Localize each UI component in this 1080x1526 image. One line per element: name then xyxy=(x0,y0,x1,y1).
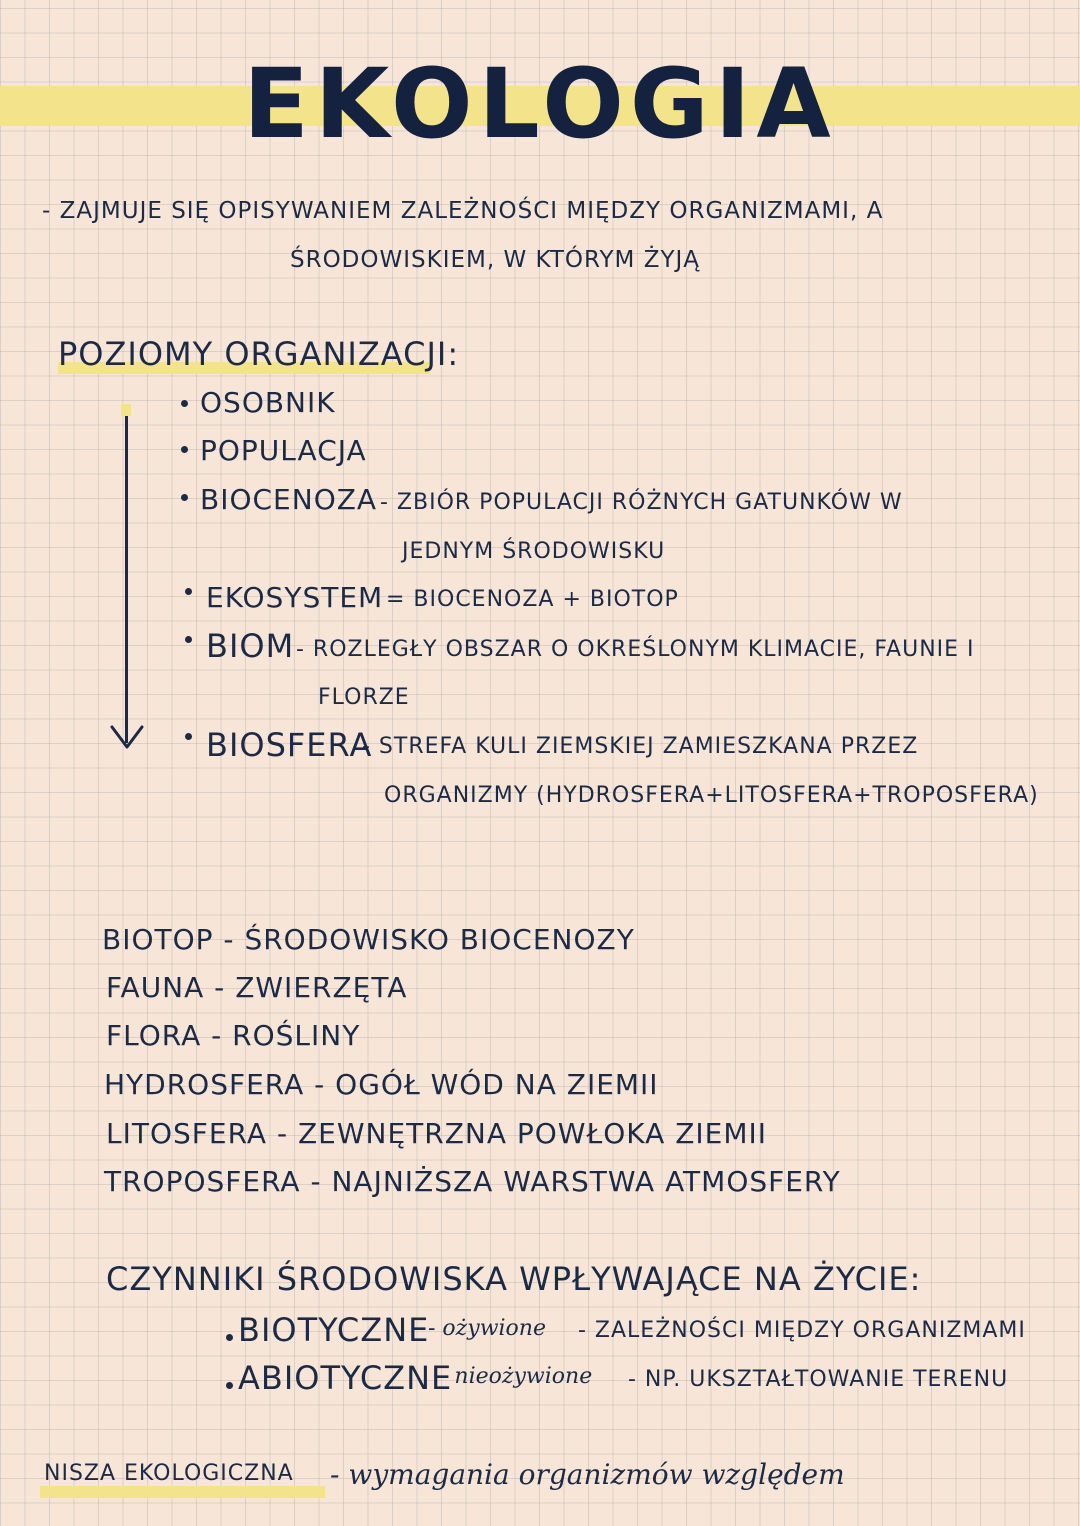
level-biom-desc-2: FLORZE xyxy=(318,685,410,710)
bullet-dot xyxy=(185,636,192,643)
bullet-dot xyxy=(181,494,188,501)
factor-biotic-desc: - ZALEŻNOŚCI MIĘDZY ORGANIZMAMI xyxy=(578,1318,1026,1343)
factor-biotic: BIOTYCZNE xyxy=(238,1311,430,1349)
niche-desc: - wymagania organizmów względem xyxy=(330,1458,845,1491)
level-biosfera: BIOSFERA xyxy=(206,726,373,764)
bullet-dot xyxy=(226,1334,233,1341)
levels-heading: POZIOMY ORGANIZACJI: xyxy=(58,335,460,373)
factor-abiotic-desc: - NP. UKSZTAŁTOWANIE TERENU xyxy=(628,1367,1009,1392)
bullet-dot xyxy=(185,588,192,595)
niche-term: NISZA EKOLOGICZNA xyxy=(44,1461,294,1486)
level-ekosystem-desc: = BIOCENOZA + BIOTOP xyxy=(386,587,679,612)
level-biocenoza: BIOCENOZA xyxy=(200,483,378,516)
factor-abiotic-note: - nieożywione xyxy=(440,1364,593,1389)
down-arrow-line xyxy=(125,408,128,743)
definition-biotop: BIOTOP - ŚRODOWISKO BIOCENOZY xyxy=(102,923,635,956)
factor-biotic-note: - ożywione xyxy=(428,1316,546,1341)
definition-troposfera: TROPOSFERA - NAJNIŻSZA WARSTWA ATMOSFERY xyxy=(104,1165,841,1198)
definition-fauna: FAUNA - ZWIERZĘTA xyxy=(106,971,408,1004)
level-ekosystem: EKOSYSTEM xyxy=(206,581,384,614)
level-osobnik: OSOBNIK xyxy=(200,386,336,419)
level-biocenoza-desc: - ZBIÓR POPULACJI RÓŻNYCH GATUNKÓW W xyxy=(380,490,903,515)
level-biom: BIOM xyxy=(206,627,295,665)
definition-flora: FLORA - ROŚLINY xyxy=(106,1019,361,1052)
niche-highlight xyxy=(40,1486,325,1498)
down-arrow-icon xyxy=(110,725,144,751)
level-biosfera-desc-2: ORGANIZMY (HYDROSFERA+LITOSFERA+TROPOSFERA) xyxy=(384,783,1039,808)
factors-heading: CZYNNIKI ŚRODOWISKA WPŁYWAJĄCE NA ŻYCIE: xyxy=(106,1260,922,1298)
level-biom-desc: - ROZLEGŁY OBSZAR O OKREŚLONYM KLIMACIE, FAUNIE I xyxy=(296,637,975,662)
definition-hydrosfera: HYDROSFERA - OGÓŁ WÓD NA ZIEMII xyxy=(104,1068,659,1101)
bullet-dot xyxy=(181,400,188,407)
level-biosfera-desc: - STREFA KULI ZIEMSKIEJ ZAMIESZKANA PRZEZ xyxy=(362,734,919,759)
factor-abiotic: ABIOTYCZNE xyxy=(238,1359,453,1397)
bullet-dot xyxy=(181,446,188,453)
arrow-highlight xyxy=(121,404,131,416)
intro-line-1: - ZAJMUJE SIĘ OPISYWANIEM ZALEŻNOŚCI MIĘDZY ORGANIZMAMI, A xyxy=(42,198,884,224)
level-populacja: POPULACJA xyxy=(200,434,367,467)
definition-litosfera: LITOSFERA - ZEWNĘTRZNA POWŁOKA ZIEMII xyxy=(106,1117,767,1150)
bullet-dot xyxy=(226,1382,233,1389)
intro-line-2: ŚRODOWISKIEM, W KTÓRYM ŻYJĄ xyxy=(290,247,701,273)
bullet-dot xyxy=(185,733,192,740)
level-biocenoza-desc-2: JEDNYM ŚRODOWISKU xyxy=(402,539,666,564)
page-title: EKOLOGIA xyxy=(243,48,837,160)
